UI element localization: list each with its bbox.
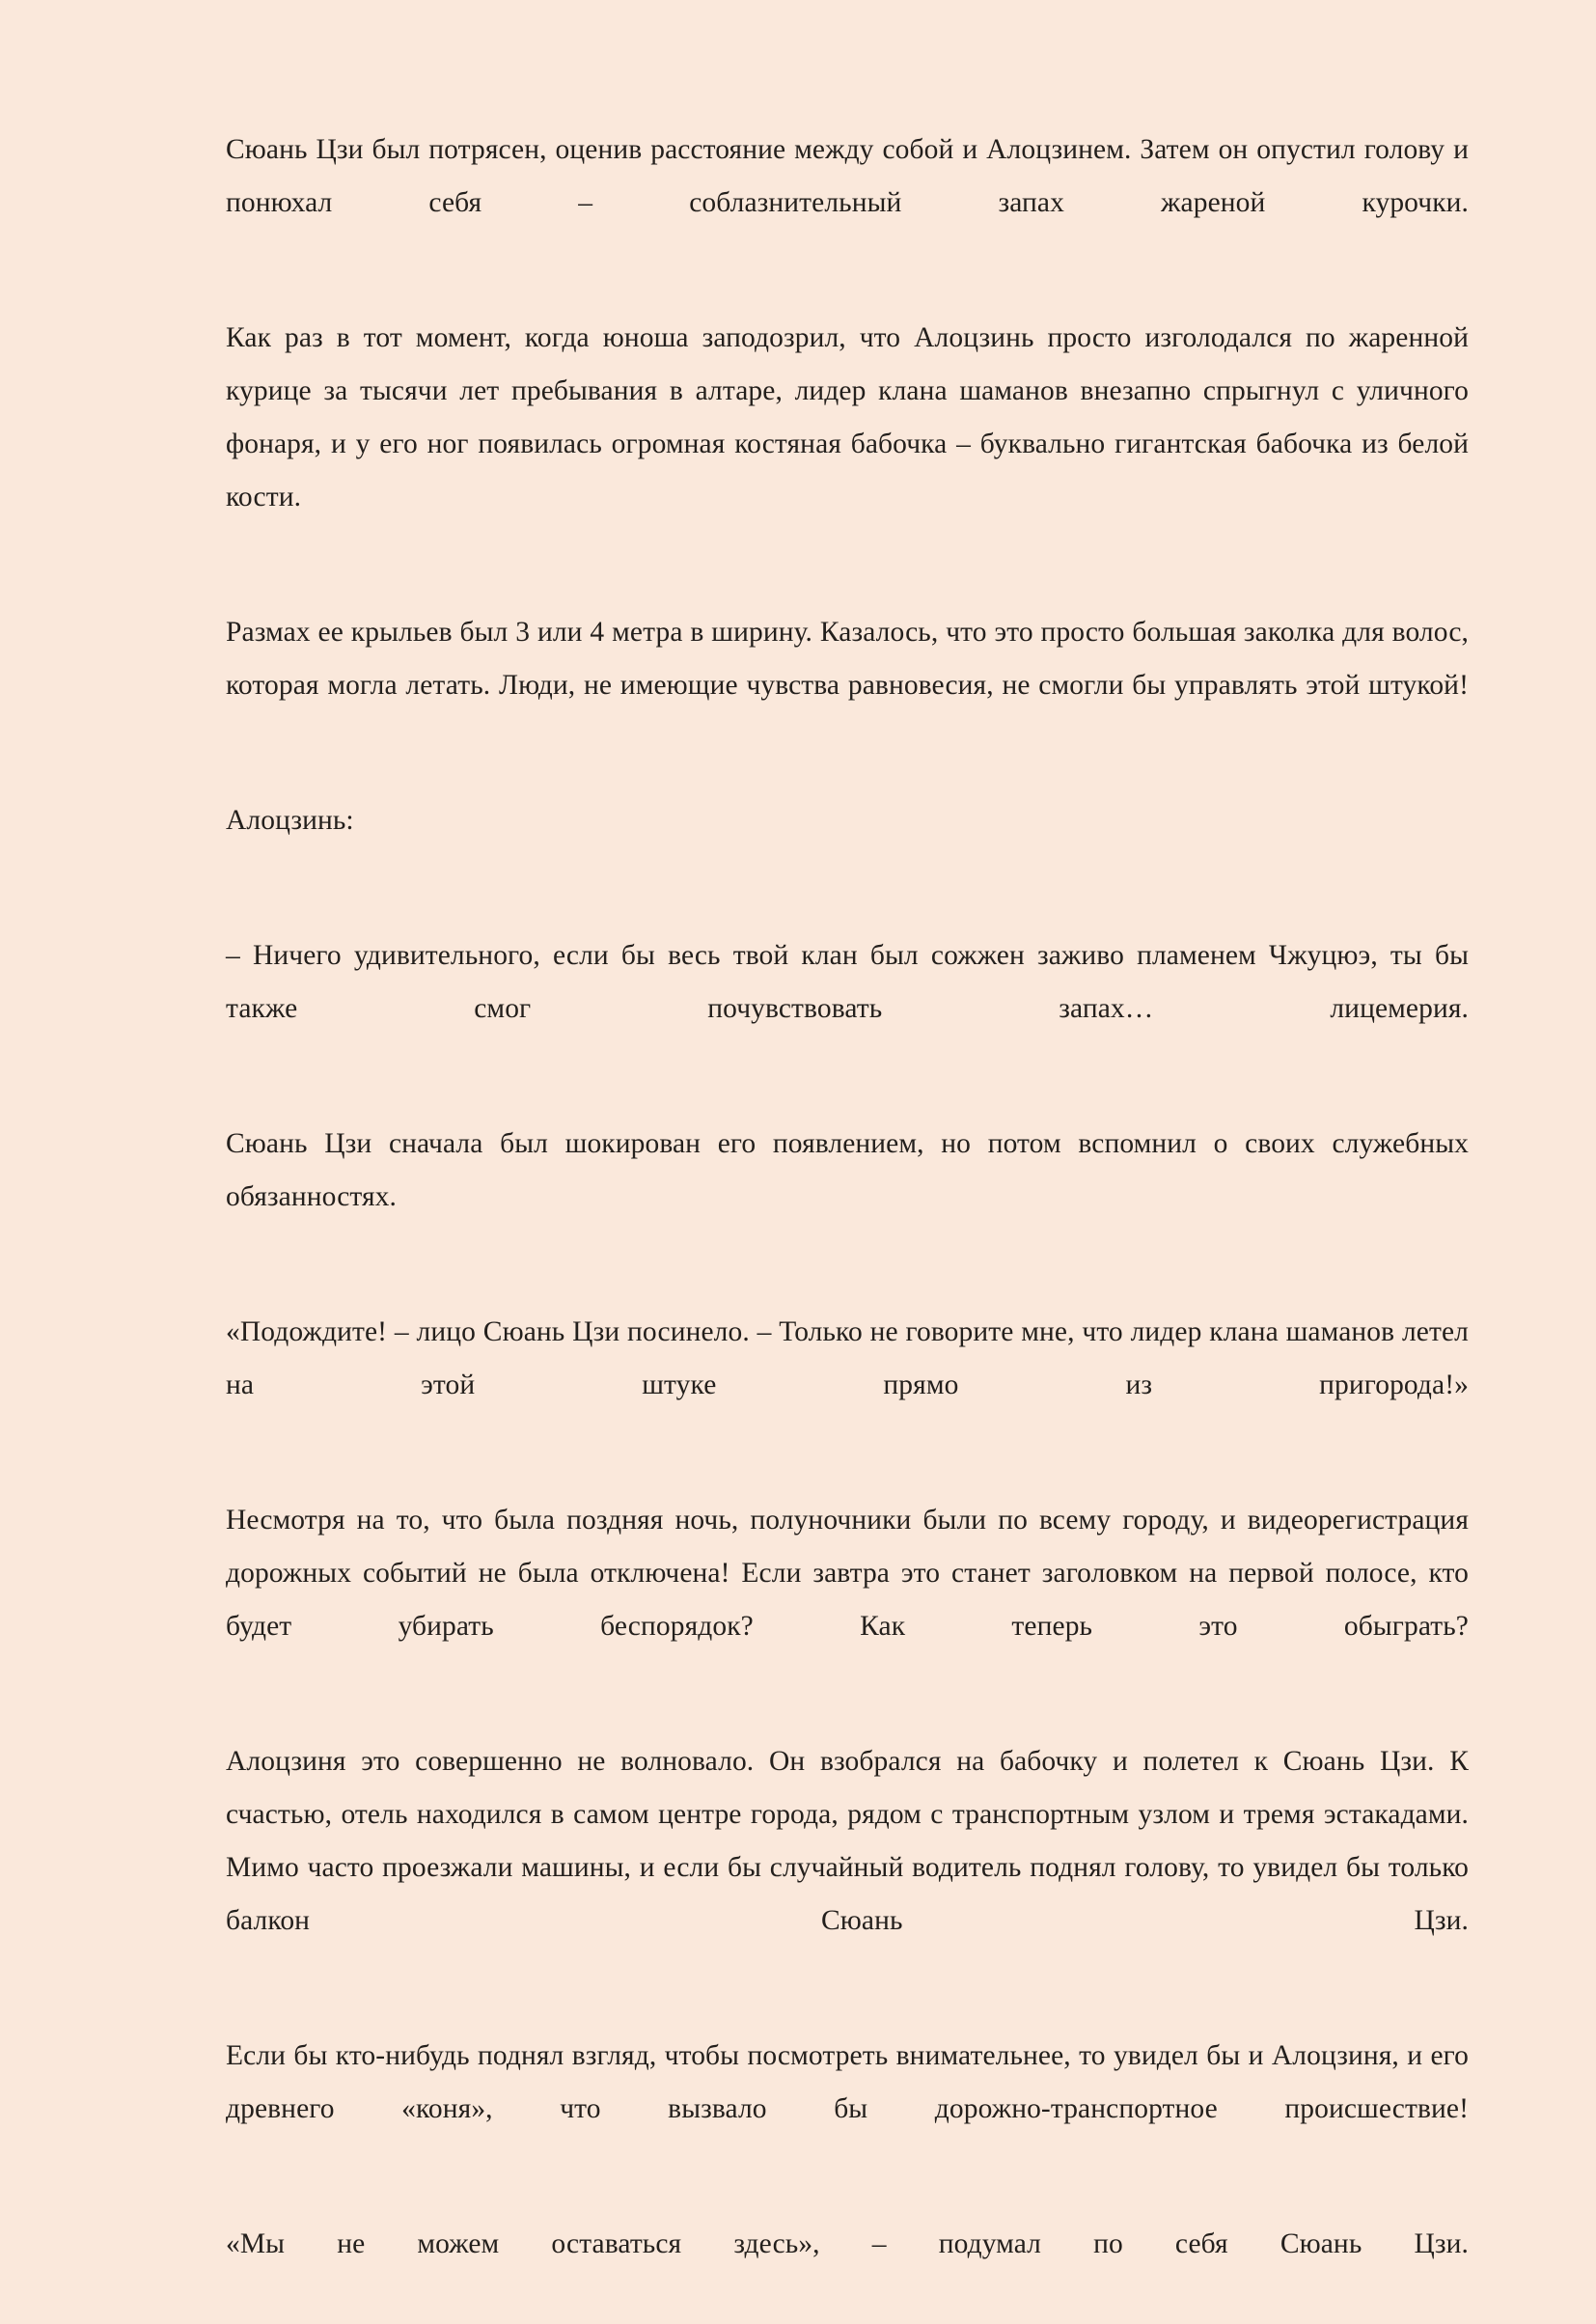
paragraph: Алоцзиня это совершенно не волновало. Он взобрался на бабочку и полетел к Сюань Цзи. К счастью, отель находился в самом центре города, рядом с транспортным узлом и тремя эстакадами. Мимо часто проезжали машины, и если бы случайный водитель поднял голову, то увидел бы только балкон Сюань Цзи. <box>226 1746 1469 1936</box>
paragraph: Как раз в тот момент, когда юноша заподозрил, что Алоцзинь просто изголодался по жаренной курице за тысячи лет пребывания в алтаре, лидер клана шаманов внезапно спрыгнул с уличного фонаря, и у его ног появилась огромная костяная бабочка – буквально гигантская бабочка из белой кости. <box>226 322 1469 512</box>
paragraph: Сюань Цзи сначала был шокирован его появлением, но потом вспомнил о своих служебных обязанностях. <box>226 1128 1469 1212</box>
paragraph-quote: «Мы не можем оставаться здесь», – подумал по себя Сюань Цзи. <box>226 2228 1469 2259</box>
paragraph: Несмотря на то, что была поздняя ночь, полуночники были по всему городу, и видеорегистрация дорожных событий не была отключена! Если завтра это станет заголовком на первой полосе, кто будет убирать беспорядок? Как теперь это обыграть? <box>226 1505 1469 1642</box>
paragraph: Сюань Цзи был потрясен, оценив расстояние между собой и Алоцзинем. Затем он опустил голову и понюхал себя – соблазнительный запах жареной курочки. <box>226 134 1469 218</box>
paragraph-quote: «Подождите! – лицо Сюань Цзи посинело. – Только не говорите мне, что лидер клана шаманов летел на этой штуке прямо из пригорода!» <box>226 1316 1469 1400</box>
paragraph: Размах ее крыльев был 3 или 4 метра в ширину. Казалось, что это просто большая заколка для волос, которая могла летать. Люди, не имеющие чувства равновесия, не смогли бы управлять этой штукой! <box>226 617 1469 701</box>
body-text-column <box>226 124 1469 2324</box>
paragraph-dialogue: – Ничего удивительного, если бы весь твой клан был сожжен заживо пламенем Чжуцюэ, ты бы также смог почувствовать запах… лицемерия. <box>226 940 1469 1024</box>
paragraph-speaker-label: Алоцзинь: <box>226 805 354 836</box>
paragraph: Если бы кто-нибудь поднял взгляд, чтобы посмотреть внимательнее, то увидел бы и Алоцзиня, и его древнего «коня», что вызвало бы дорожно-транспортное происшествие! <box>226 2040 1469 2124</box>
